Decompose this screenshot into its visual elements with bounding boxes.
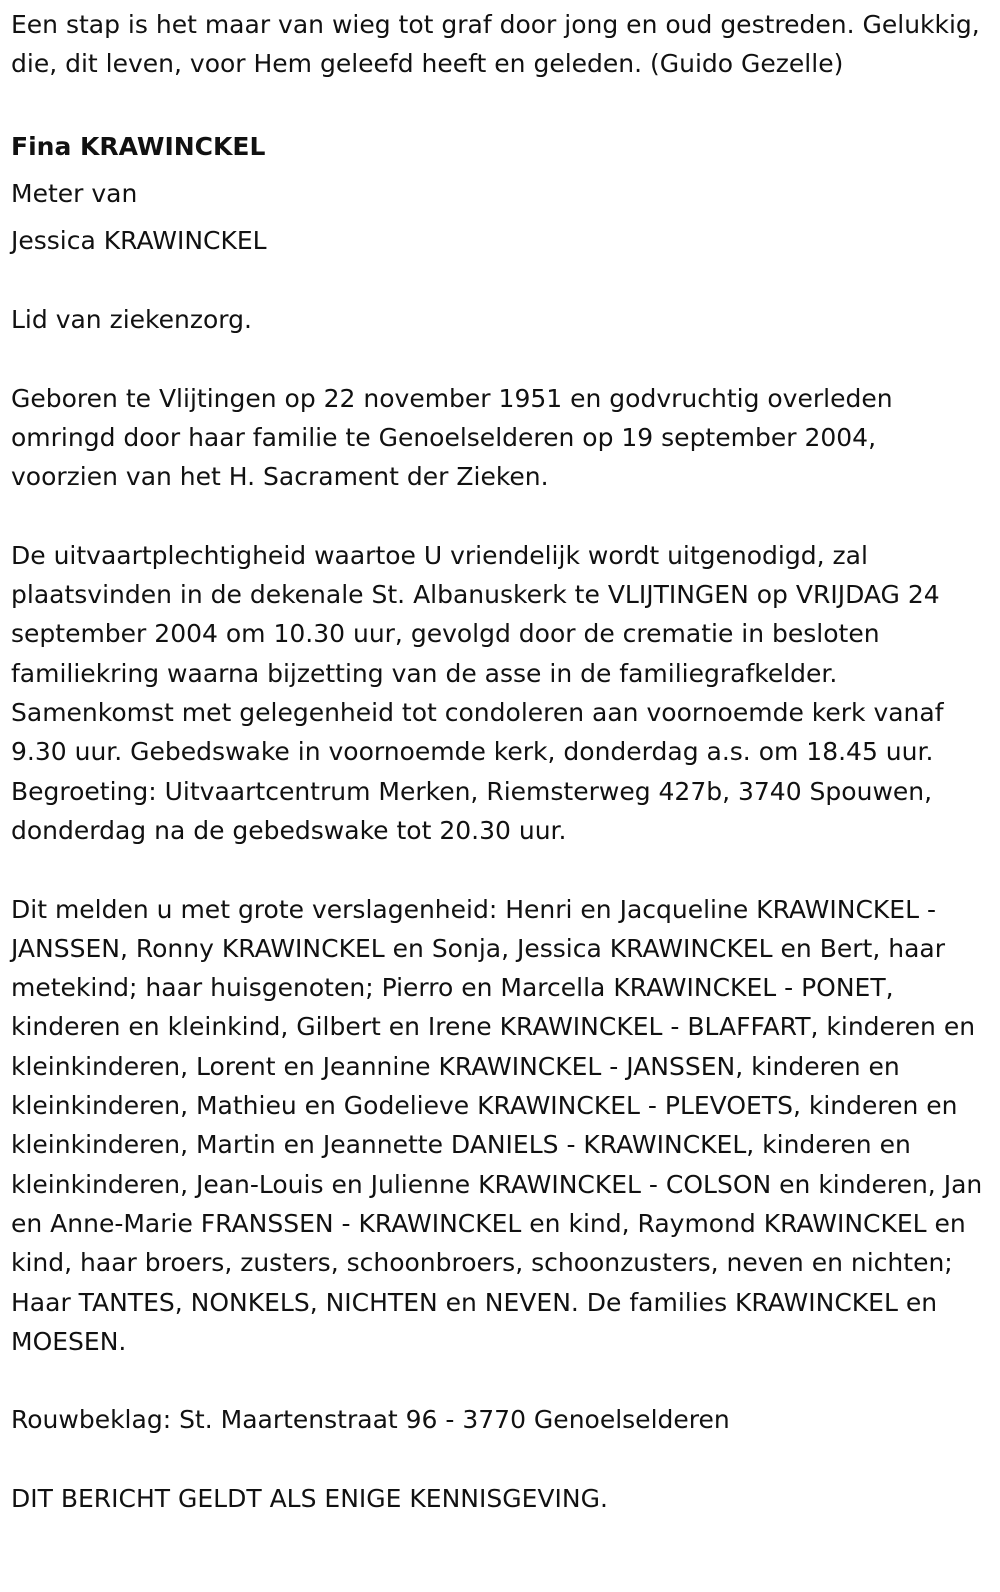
ceremony-paragraph: De uitvaartplechtigheid waartoe U vriendelijk wordt uitgenodigd, zal plaatsvinden in de dekenale St. Albanuskerk te VLIJTINGEN op VRIJDAG 24 september 2004 om 10.30 uur, gevolgd door de crematie in besloten familiekring waarna bijzetting van de asse in de familiegrafkelder. Samenkomst met gelegenheid tot condoleren aan voornoemde kerk vanaf 9.30 uur. Gebedswake in voornoemde kerk, donderdag a.s. om 18.45 uur. Begroeting: Uitvaartcentrum Merken, Riemsterweg 427b, 3740 Spouwen, donderdag na de gebedswake tot 20.30 uur. bbox=[11, 540, 944, 845]
spacer bbox=[11, 850, 986, 889]
spacer bbox=[11, 1440, 986, 1479]
deceased-name: Fina KRAWINCKEL bbox=[11, 131, 266, 161]
notice-text: DIT BERICHT GELDT ALS ENIGE KENNISGEVING. bbox=[11, 1483, 608, 1513]
family-paragraph: Dit melden u met grote verslagenheid: Henri en Jacqueline KRAWINCKEL - JANSSEN, Ronny KRAWINCKEL en Sonja, Jessica KRAWINCKEL en Bert, haar metekind; haar huisgenoten; Pierro en Marcella KRAWINCKEL - PONET, kinderen en kleinkind, Gilbert en Irene KRAWINCKEL - BLAFFART, kinderen en kleinkinderen, Lorent en Jeannine KRAWINCKEL - JANSSEN, kinderen en kleinkinderen, Mathieu en Godelieve KRAWINCKEL - PLEVOETS, kinderen en kleinkinderen, Martin en Jeannette DANIELS - KRAWINCKEL, kinderen en kleinkinderen, Jean-Louis en Julienne KRAWINCKEL - COLSON en kinderen, Jan en Anne-Marie FRANSSEN - KRAWINCKEL en kind, Raymond KRAWINCKEL en kind, haar broers, zusters, schoonbroers, schoonzusters, neven en nichten; Haar TANTES, NONKELS, NICHTEN en NEVEN. De families KRAWINCKEL en MOESEN. bbox=[11, 894, 983, 1356]
birth-death-paragraph: Geboren te Vlijtingen op 22 november 1951 en godvruchtig overleden omringd door haar familie te Genoelselderen op 19 september 2004, voorzien van het H. Sacrament der Zieken. bbox=[11, 383, 893, 492]
obituary-document bbox=[11, 5, 986, 1518]
membership-text: Lid van ziekenzorg. bbox=[11, 305, 252, 335]
spacer bbox=[11, 339, 986, 378]
gezelle-quote: Een stap is het maar van wieg tot graf door jong en oud gestreden. Gelukkig, die, dit leven, voor Hem geleefd heeft en geleden. (Guido Gezelle) bbox=[11, 10, 980, 79]
godmother-label: Meter van bbox=[11, 179, 138, 209]
spacer bbox=[11, 261, 986, 300]
spacer bbox=[11, 84, 986, 123]
condolence-address: Rouwbeklag: St. Maartenstraat 96 - 3770 Genoelselderen bbox=[11, 1405, 730, 1435]
spacer bbox=[11, 497, 986, 536]
godchild-name: Jessica KRAWINCKEL bbox=[11, 226, 267, 256]
spacer bbox=[11, 1361, 986, 1400]
